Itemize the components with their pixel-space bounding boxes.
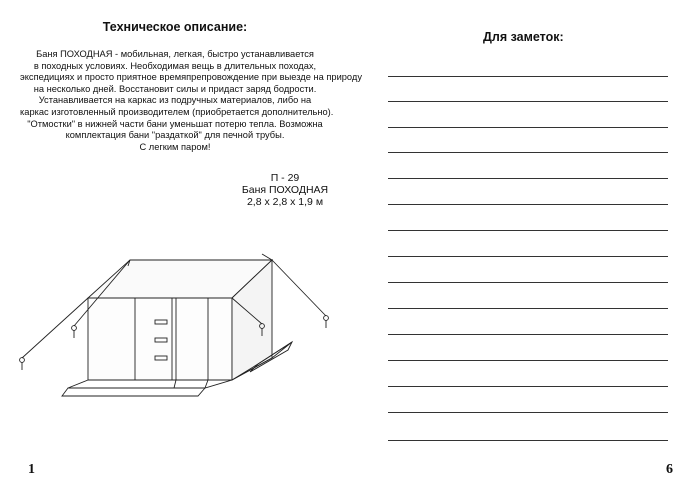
page-number-left: 1	[28, 462, 35, 477]
description-line: экспедициях и просто приятное времяпрепровождение при выезде на природу	[20, 72, 362, 83]
note-line	[388, 127, 668, 128]
model-name: Баня ПОХОДНАЯ	[241, 184, 329, 196]
note-line	[388, 386, 668, 387]
note-line	[388, 230, 668, 231]
description-line: комплектация бани "раздаткой" для печной трубы.	[65, 130, 285, 141]
peg-icon	[324, 316, 329, 321]
page-number-right: 6	[666, 462, 673, 477]
description-line: Баня ПОХОДНАЯ - мобильная, легкая, быстро устанавливается	[36, 49, 314, 59]
tent-illustration	[0, 240, 350, 400]
description-title: Техническое описание:	[102, 20, 248, 34]
peg-icon	[20, 358, 25, 363]
note-line	[388, 412, 668, 413]
note-line	[388, 76, 668, 77]
right-page	[350, 0, 700, 494]
note-line	[388, 101, 668, 102]
note-line	[388, 360, 668, 361]
note-line	[388, 256, 668, 257]
note-line	[388, 204, 668, 205]
note-line	[388, 334, 668, 335]
note-line	[388, 440, 668, 441]
description-line: "Отмостки" в нижней части бани уменьшат потерю тепла. Возможна	[27, 118, 323, 129]
guy-line	[22, 298, 88, 358]
model-code: П - 29	[270, 172, 300, 184]
tent-front-wall	[88, 298, 232, 380]
peg-icon	[72, 326, 77, 331]
note-line	[388, 282, 668, 283]
description-line: каркас изготовленный производителем (приобретается дополнительно).	[20, 106, 334, 117]
description-line: на несколько дней. Восстановит силы и придаст заряд бодрости.	[33, 83, 317, 94]
description-line: Устанавливается на каркас из подручных материалов, либо на	[38, 95, 312, 106]
description-line: С легким паром!	[139, 141, 211, 152]
note-line	[388, 308, 668, 309]
guy-line	[272, 260, 326, 316]
notes-title: Для заметок:	[483, 30, 564, 44]
model-caption	[210, 172, 360, 208]
description-line: в походных условиях. Необходимая вещь в длительных походах,	[33, 60, 317, 71]
description-text	[20, 49, 362, 153]
model-size: 2,8 х 2,8 х 1,9 м	[246, 196, 324, 208]
note-line	[388, 152, 668, 153]
note-line	[388, 178, 668, 179]
